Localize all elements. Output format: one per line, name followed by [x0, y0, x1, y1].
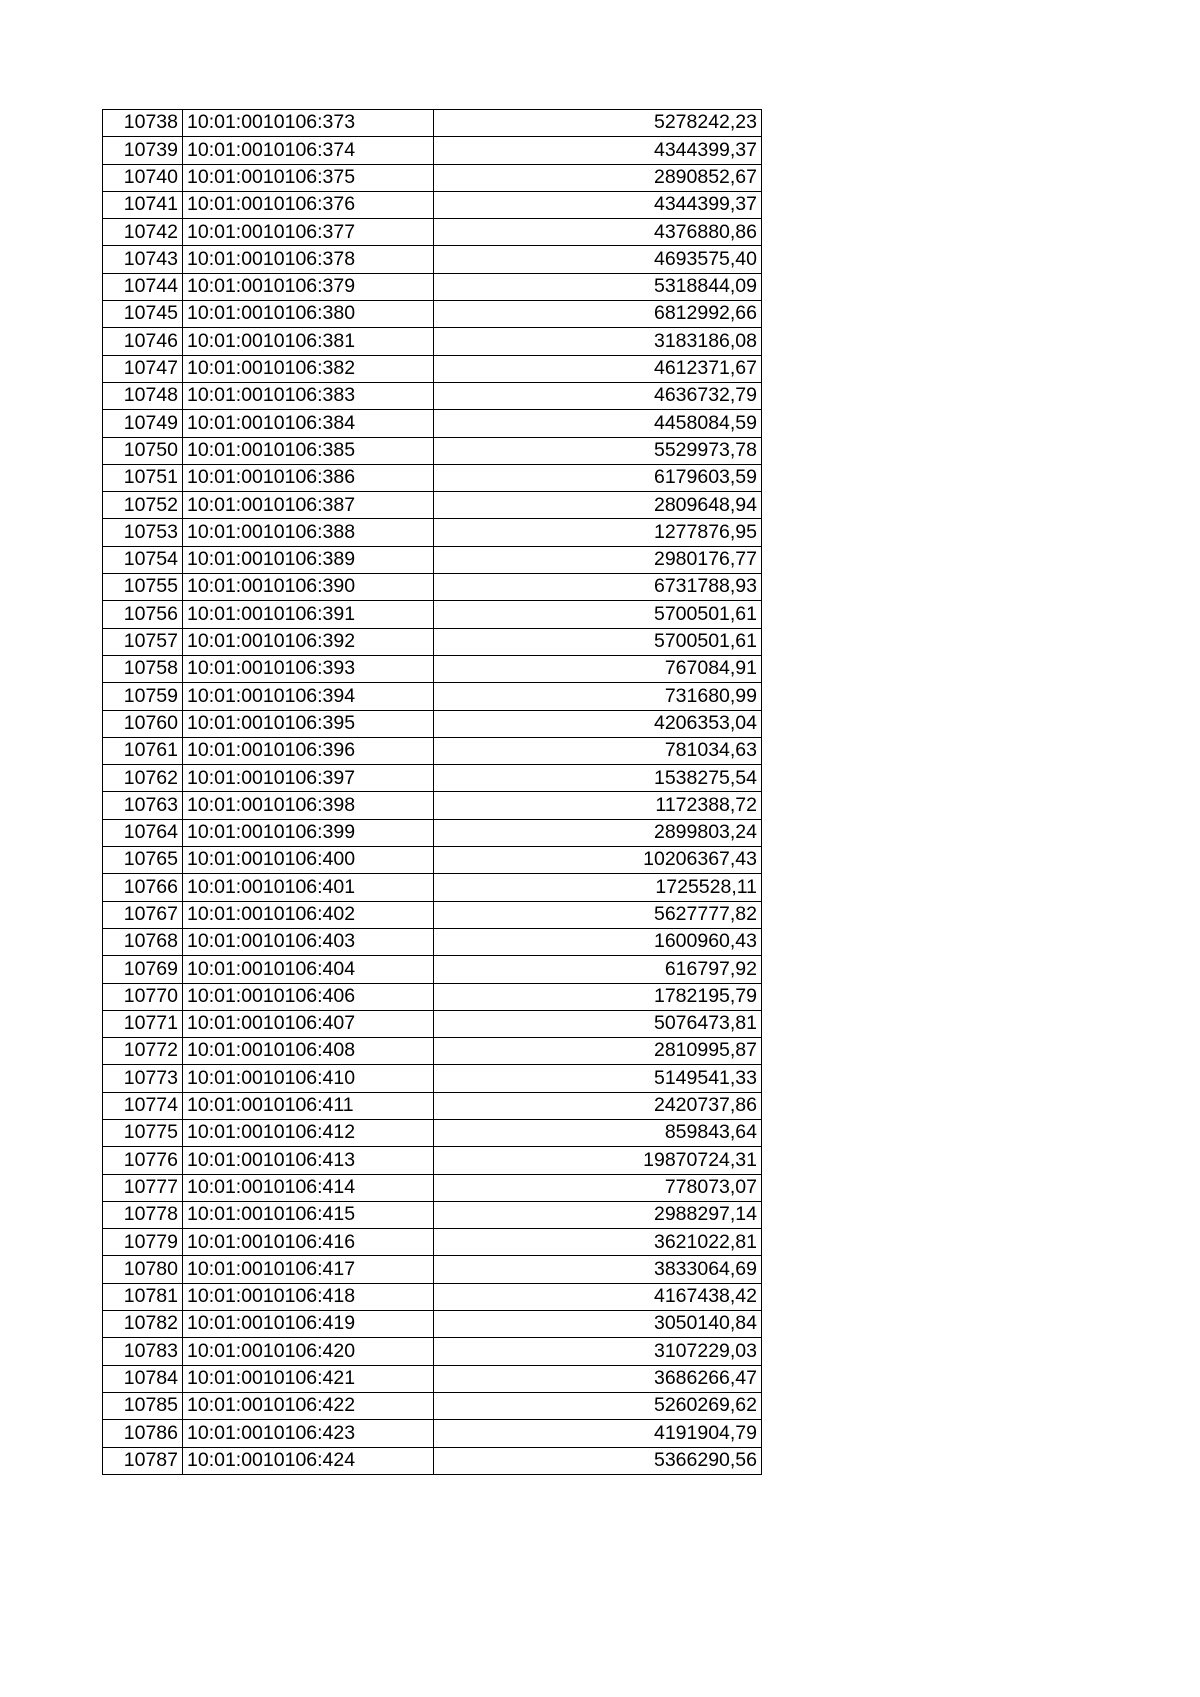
row-number-cell: 10738	[103, 110, 183, 137]
row-number-cell: 10783	[103, 1338, 183, 1365]
table-row	[103, 1065, 762, 1092]
cadastral-value-cell: 3050140,84	[434, 1311, 762, 1338]
cadastral-number-cell: 10:01:0010106:394	[183, 683, 434, 710]
cadastral-value-cell: 3107229,03	[434, 1338, 762, 1365]
table-row	[103, 737, 762, 764]
table-row	[103, 874, 762, 901]
table-row	[103, 1119, 762, 1146]
cadastral-number-cell: 10:01:0010106:422	[183, 1392, 434, 1419]
table-row	[103, 1311, 762, 1338]
cadastral-number-cell: 10:01:0010106:423	[183, 1420, 434, 1447]
table-row	[103, 574, 762, 601]
row-number-cell: 10784	[103, 1365, 183, 1392]
cadastral-number-cell: 10:01:0010106:404	[183, 956, 434, 983]
table-row	[103, 246, 762, 273]
cadastral-number-cell: 10:01:0010106:412	[183, 1119, 434, 1146]
table-row	[103, 956, 762, 983]
table-row	[103, 546, 762, 573]
row-number-cell: 10742	[103, 219, 183, 246]
row-number-cell: 10771	[103, 1010, 183, 1037]
row-number-cell: 10757	[103, 628, 183, 655]
cadastral-number-cell: 10:01:0010106:421	[183, 1365, 434, 1392]
cadastral-value-cell: 2988297,14	[434, 1201, 762, 1228]
cadastral-number-cell: 10:01:0010106:386	[183, 464, 434, 491]
table-row	[103, 655, 762, 682]
cadastral-number-cell: 10:01:0010106:380	[183, 301, 434, 328]
cadastral-value-cell: 1172388,72	[434, 792, 762, 819]
cadastral-number-cell: 10:01:0010106:424	[183, 1447, 434, 1474]
cadastral-value-cell: 1725528,11	[434, 874, 762, 901]
cadastral-number-cell: 10:01:0010106:401	[183, 874, 434, 901]
row-number-cell: 10781	[103, 1283, 183, 1310]
cadastral-value-cell: 4167438,42	[434, 1283, 762, 1310]
cadastral-number-cell: 10:01:0010106:387	[183, 492, 434, 519]
table-row	[103, 382, 762, 409]
table-row	[103, 710, 762, 737]
table-row	[103, 1283, 762, 1310]
cadastral-value-cell: 6812992,66	[434, 301, 762, 328]
cadastral-number-cell: 10:01:0010106:391	[183, 601, 434, 628]
cadastral-number-cell: 10:01:0010106:389	[183, 546, 434, 573]
cadastral-number-cell: 10:01:0010106:388	[183, 519, 434, 546]
table-row	[103, 1147, 762, 1174]
cadastral-value-cell: 616797,92	[434, 956, 762, 983]
row-number-cell: 10778	[103, 1201, 183, 1228]
cadastral-number-cell: 10:01:0010106:397	[183, 765, 434, 792]
table-row	[103, 928, 762, 955]
cadastral-value-cell: 4612371,67	[434, 355, 762, 382]
row-number-cell: 10746	[103, 328, 183, 355]
table-row	[103, 1229, 762, 1256]
cadastral-value-cell: 4344399,37	[434, 137, 762, 164]
row-number-cell: 10747	[103, 355, 183, 382]
cadastral-number-cell: 10:01:0010106:399	[183, 819, 434, 846]
cadastral-number-cell: 10:01:0010106:398	[183, 792, 434, 819]
table-row	[103, 219, 762, 246]
row-number-cell: 10761	[103, 737, 183, 764]
cadastral-value-cell: 4636732,79	[434, 382, 762, 409]
row-number-cell: 10770	[103, 983, 183, 1010]
cadastral-number-cell: 10:01:0010106:419	[183, 1311, 434, 1338]
cadastral-number-cell: 10:01:0010106:378	[183, 246, 434, 273]
cadastral-number-cell: 10:01:0010106:384	[183, 410, 434, 437]
cadastral-number-cell: 10:01:0010106:374	[183, 137, 434, 164]
table-row	[103, 792, 762, 819]
cadastral-number-cell: 10:01:0010106:395	[183, 710, 434, 737]
cadastral-value-cell: 1277876,95	[434, 519, 762, 546]
cadastral-value-cell: 6179603,59	[434, 464, 762, 491]
table-row	[103, 437, 762, 464]
row-number-cell: 10745	[103, 301, 183, 328]
table-row	[103, 355, 762, 382]
row-number-cell: 10750	[103, 437, 183, 464]
cadastral-number-cell: 10:01:0010106:417	[183, 1256, 434, 1283]
table-row	[103, 492, 762, 519]
row-number-cell: 10758	[103, 655, 183, 682]
cadastral-value-cell: 19870724,31	[434, 1147, 762, 1174]
cadastral-number-cell: 10:01:0010106:408	[183, 1038, 434, 1065]
row-number-cell: 10748	[103, 382, 183, 409]
row-number-cell: 10756	[103, 601, 183, 628]
cadastral-value-cell: 10206367,43	[434, 847, 762, 874]
cadastral-number-cell: 10:01:0010106:381	[183, 328, 434, 355]
cadastral-value-cell: 2890852,67	[434, 164, 762, 191]
table-row	[103, 601, 762, 628]
cadastral-value-cell: 4376880,86	[434, 219, 762, 246]
cadastral-number-cell: 10:01:0010106:403	[183, 928, 434, 955]
row-number-cell: 10774	[103, 1092, 183, 1119]
table-row	[103, 519, 762, 546]
table-row	[103, 1038, 762, 1065]
cadastral-value-cell: 859843,64	[434, 1119, 762, 1146]
table-row	[103, 1174, 762, 1201]
cadastral-value-cell: 5627777,82	[434, 901, 762, 928]
table-row	[103, 301, 762, 328]
cadastral-value-cell: 5700501,61	[434, 601, 762, 628]
row-number-cell: 10754	[103, 546, 183, 573]
cadastral-value-table	[102, 109, 762, 1475]
table-row	[103, 1420, 762, 1447]
cadastral-value-cell: 5278242,23	[434, 110, 762, 137]
cadastral-value-cell: 767084,91	[434, 655, 762, 682]
row-number-cell: 10765	[103, 847, 183, 874]
table-row	[103, 1092, 762, 1119]
cadastral-value-cell: 4191904,79	[434, 1420, 762, 1447]
row-number-cell: 10769	[103, 956, 183, 983]
row-number-cell: 10773	[103, 1065, 183, 1092]
row-number-cell: 10744	[103, 273, 183, 300]
table-row	[103, 765, 762, 792]
row-number-cell: 10777	[103, 1174, 183, 1201]
row-number-cell: 10739	[103, 137, 183, 164]
row-number-cell: 10753	[103, 519, 183, 546]
row-number-cell: 10776	[103, 1147, 183, 1174]
cadastral-value-cell: 731680,99	[434, 683, 762, 710]
cadastral-value-cell: 1538275,54	[434, 765, 762, 792]
cadastral-value-cell: 4458084,59	[434, 410, 762, 437]
table-row	[103, 1365, 762, 1392]
table-row	[103, 328, 762, 355]
row-number-cell: 10755	[103, 574, 183, 601]
table-body	[103, 110, 762, 1475]
row-number-cell: 10752	[103, 492, 183, 519]
cadastral-value-cell: 1600960,43	[434, 928, 762, 955]
cadastral-value-cell: 4344399,37	[434, 191, 762, 218]
cadastral-value-cell: 2810995,87	[434, 1038, 762, 1065]
table-row	[103, 1010, 762, 1037]
row-number-cell: 10740	[103, 164, 183, 191]
cadastral-number-cell: 10:01:0010106:385	[183, 437, 434, 464]
cadastral-value-cell: 2980176,77	[434, 546, 762, 573]
table-row	[103, 1256, 762, 1283]
row-number-cell: 10763	[103, 792, 183, 819]
cadastral-value-cell: 5366290,56	[434, 1447, 762, 1474]
cadastral-number-cell: 10:01:0010106:376	[183, 191, 434, 218]
row-number-cell: 10760	[103, 710, 183, 737]
table-row	[103, 137, 762, 164]
row-number-cell: 10743	[103, 246, 183, 273]
row-number-cell: 10759	[103, 683, 183, 710]
cadastral-value-cell: 5529973,78	[434, 437, 762, 464]
row-number-cell: 10775	[103, 1119, 183, 1146]
cadastral-number-cell: 10:01:0010106:396	[183, 737, 434, 764]
table-row	[103, 628, 762, 655]
cadastral-number-cell: 10:01:0010106:379	[183, 273, 434, 300]
table-row	[103, 683, 762, 710]
cadastral-value-cell: 5700501,61	[434, 628, 762, 655]
table-row	[103, 1392, 762, 1419]
cadastral-number-cell: 10:01:0010106:390	[183, 574, 434, 601]
cadastral-value-cell: 3183186,08	[434, 328, 762, 355]
cadastral-value-cell: 5149541,33	[434, 1065, 762, 1092]
table-row	[103, 1447, 762, 1474]
cadastral-number-cell: 10:01:0010106:377	[183, 219, 434, 246]
cadastral-value-cell: 3833064,69	[434, 1256, 762, 1283]
cadastral-number-cell: 10:01:0010106:400	[183, 847, 434, 874]
cadastral-number-cell: 10:01:0010106:420	[183, 1338, 434, 1365]
cadastral-value-cell: 781034,63	[434, 737, 762, 764]
row-number-cell: 10786	[103, 1420, 183, 1447]
cadastral-value-cell: 5318844,09	[434, 273, 762, 300]
row-number-cell: 10779	[103, 1229, 183, 1256]
cadastral-number-cell: 10:01:0010106:416	[183, 1229, 434, 1256]
row-number-cell: 10780	[103, 1256, 183, 1283]
table-row	[103, 273, 762, 300]
table-row	[103, 191, 762, 218]
table-row	[103, 1338, 762, 1365]
row-number-cell: 10766	[103, 874, 183, 901]
cadastral-number-cell: 10:01:0010106:410	[183, 1065, 434, 1092]
row-number-cell: 10785	[103, 1392, 183, 1419]
cadastral-value-cell: 2809648,94	[434, 492, 762, 519]
table-row	[103, 847, 762, 874]
cadastral-number-cell: 10:01:0010106:383	[183, 382, 434, 409]
cadastral-value-cell: 3621022,81	[434, 1229, 762, 1256]
table-row	[103, 410, 762, 437]
cadastral-value-cell: 2899803,24	[434, 819, 762, 846]
cadastral-number-cell: 10:01:0010106:407	[183, 1010, 434, 1037]
cadastral-number-cell: 10:01:0010106:414	[183, 1174, 434, 1201]
cadastral-value-cell: 4693575,40	[434, 246, 762, 273]
row-number-cell: 10767	[103, 901, 183, 928]
cadastral-number-cell: 10:01:0010106:415	[183, 1201, 434, 1228]
cadastral-value-cell: 6731788,93	[434, 574, 762, 601]
row-number-cell: 10749	[103, 410, 183, 437]
table-row	[103, 819, 762, 846]
cadastral-value-cell: 2420737,86	[434, 1092, 762, 1119]
cadastral-value-cell: 778073,07	[434, 1174, 762, 1201]
cadastral-value-cell: 5076473,81	[434, 1010, 762, 1037]
cadastral-number-cell: 10:01:0010106:413	[183, 1147, 434, 1174]
row-number-cell: 10772	[103, 1038, 183, 1065]
row-number-cell: 10782	[103, 1311, 183, 1338]
cadastral-number-cell: 10:01:0010106:402	[183, 901, 434, 928]
cadastral-number-cell: 10:01:0010106:406	[183, 983, 434, 1010]
row-number-cell: 10768	[103, 928, 183, 955]
row-number-cell: 10762	[103, 765, 183, 792]
row-number-cell: 10741	[103, 191, 183, 218]
cadastral-number-cell: 10:01:0010106:411	[183, 1092, 434, 1119]
row-number-cell: 10787	[103, 1447, 183, 1474]
row-number-cell: 10764	[103, 819, 183, 846]
row-number-cell: 10751	[103, 464, 183, 491]
cadastral-number-cell: 10:01:0010106:418	[183, 1283, 434, 1310]
cadastral-value-cell: 3686266,47	[434, 1365, 762, 1392]
table-row	[103, 464, 762, 491]
cadastral-number-cell: 10:01:0010106:392	[183, 628, 434, 655]
table-row	[103, 1201, 762, 1228]
table-row	[103, 901, 762, 928]
cadastral-value-cell: 4206353,04	[434, 710, 762, 737]
table-row	[103, 110, 762, 137]
cadastral-value-cell: 1782195,79	[434, 983, 762, 1010]
cadastral-number-cell: 10:01:0010106:373	[183, 110, 434, 137]
cadastral-number-cell: 10:01:0010106:393	[183, 655, 434, 682]
cadastral-number-cell: 10:01:0010106:382	[183, 355, 434, 382]
table-row	[103, 983, 762, 1010]
table-row	[103, 164, 762, 191]
cadastral-value-cell: 5260269,62	[434, 1392, 762, 1419]
cadastral-number-cell: 10:01:0010106:375	[183, 164, 434, 191]
